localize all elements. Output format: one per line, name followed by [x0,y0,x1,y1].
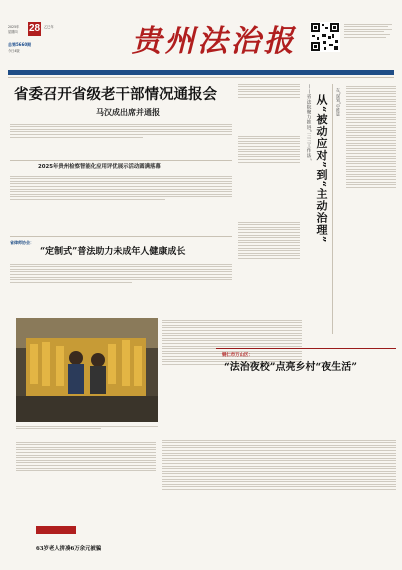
issue-info [8,22,103,62]
masthead-info-bar [8,70,394,75]
main-headline: 省委召开省级老干部情况通报会 [14,86,217,103]
issue-date: 2025年 [8,25,20,29]
qr-code-icon [310,22,340,52]
vertical-headline-main: 从“被动应对”到“主动治理” [315,94,328,244]
photo-court-scene [16,318,158,422]
newspaper-title: 贵州法治报 [131,24,297,59]
masthead-side-text [344,22,394,54]
right-column-text [346,84,396,330]
vertical-headline [304,84,330,334]
brief-tag [36,526,76,534]
bottom-headline: “法治夜校”点亮乡村“夜生活” [224,362,358,373]
feature-column [238,82,302,332]
brief-headline: 63岁老人拼凑6万余元被骗 [36,546,102,552]
lead-article-body [10,122,232,158]
second-headline: 2025年贵州检察智能化应用评优展示活动圆满落幕 [38,164,161,170]
issue-total: 总第5660期 [8,42,32,47]
third-kicker: 省律师协会： [10,240,34,245]
second-article-body [10,174,232,230]
issue-day-badge: 28 [28,23,41,34]
issue-lunar: 乙巳年 [44,25,54,29]
third-headline: “定制式”普法助力未成年人健康成长 [40,247,186,257]
vertical-headline-sub: 在“谋划”中推进 [336,88,341,117]
masthead [8,22,394,62]
issue-weekday: 星期四 [8,30,18,34]
brief-box [16,440,156,560]
photo-caption [16,424,158,434]
middle-column-text [162,318,302,432]
third-article-body [10,262,232,310]
vertical-headline-kicker: ——省法院聚力推进“三三工作法” [306,84,311,162]
bottom-section-kicker: 铜仁市万山区： [222,353,253,358]
issue-pages: 今日4版 [8,49,20,53]
bottom-article-body [162,438,396,558]
main-subheadline: 马汉成出席并通报 [96,108,160,117]
